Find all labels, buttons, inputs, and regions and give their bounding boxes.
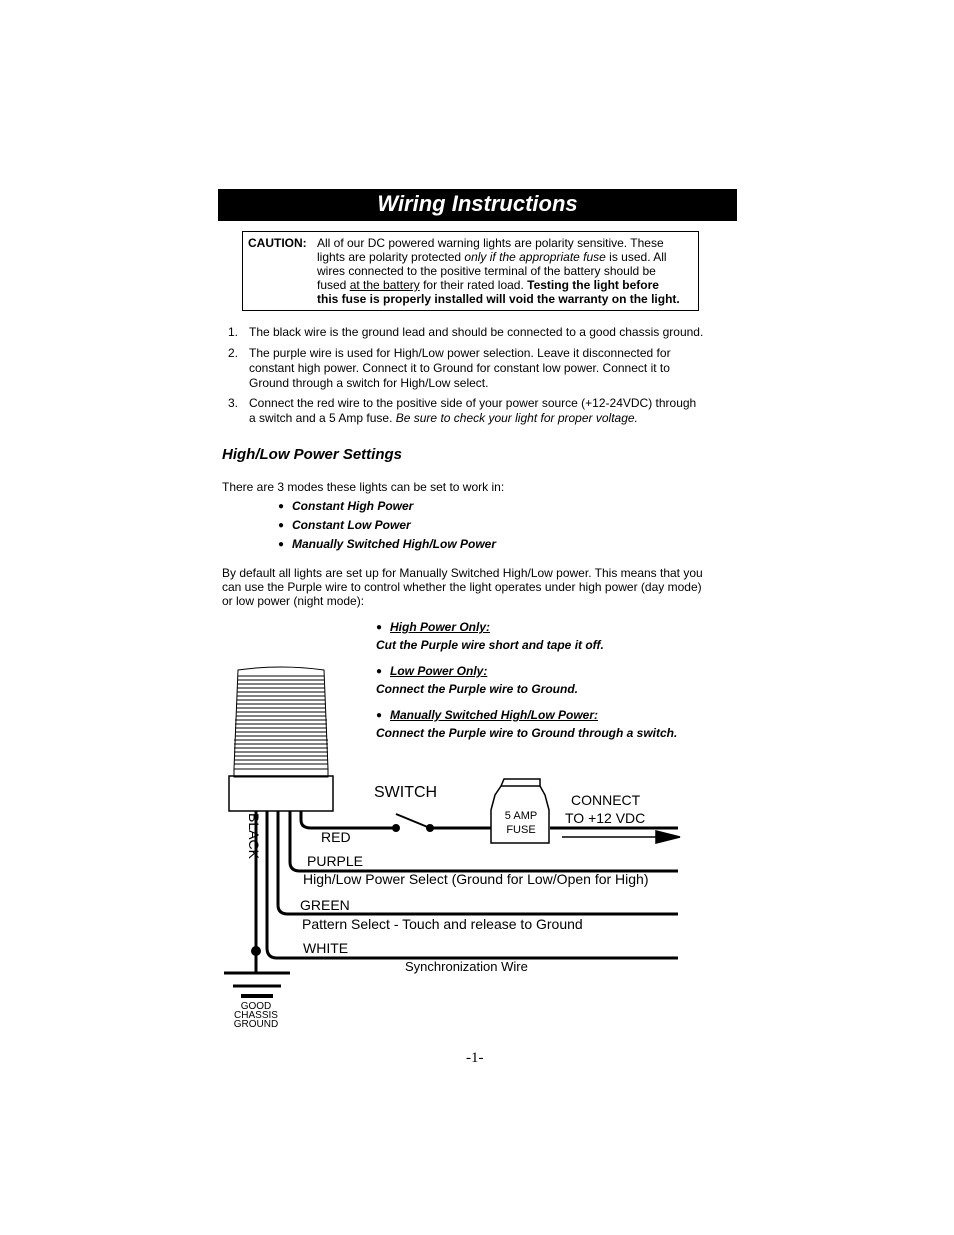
step-number: 1. <box>228 325 239 339</box>
caution-line: this fuse is properly installed will void the warranty on the light. <box>317 292 680 306</box>
bullet-icon: ● <box>376 710 383 721</box>
mode-item: Constant High Power <box>292 499 414 513</box>
step-number: 2. <box>228 346 239 360</box>
option-title: Manually Switched High/Low Power: <box>390 708 599 722</box>
page-number: -1- <box>466 1050 484 1066</box>
option-text: Connect the Purple wire to Ground. <box>376 682 579 696</box>
connect-label: TO +12 VDC <box>565 810 646 826</box>
section-heading: High/Low Power Settings <box>222 446 403 463</box>
mode-item: Constant Low Power <box>292 518 411 532</box>
page-title: Wiring Instructions <box>377 191 578 216</box>
junction-dot-icon <box>251 946 261 956</box>
arrow-icon <box>562 831 680 843</box>
switch-icon <box>393 814 433 831</box>
purple-wire-label: PURPLE <box>307 853 364 869</box>
caution-label: CAUTION: <box>248 236 307 250</box>
step-number: 3. <box>228 396 239 410</box>
option-text: Connect the Purple wire to Ground through a switch. <box>376 726 678 740</box>
mode-item: Manually Switched High/Low Power <box>292 537 497 551</box>
option-title: Low Power Only: <box>390 664 488 678</box>
bullet-icon: ● <box>278 520 285 531</box>
beacon-light-icon <box>229 667 333 811</box>
bullet-icon: ● <box>278 501 285 512</box>
default-paragraph: By default all lights are set up for Manually Switched High/Low power. This means that you can use the Purple wire to control whether the light operates under high power (day mode) or low power (night mode): <box>222 566 703 608</box>
caution-line: fused at the battery for their rated load. Testing the light before <box>317 278 659 292</box>
step-text: The black wire is the ground lead and should be connected to a good chassis ground. <box>249 325 704 339</box>
caution-line: lights are polarity protected only if the appropriate fuse is used. All <box>317 250 667 264</box>
white-wire-description: Synchronization Wire <box>405 959 528 974</box>
white-wire-label: WHITE <box>303 940 349 956</box>
bullet-icon: ● <box>376 666 383 677</box>
ground-symbol-icon <box>224 973 290 996</box>
caution-line: wires connected to the positive terminal of the battery should be <box>317 264 656 278</box>
option-title: High Power Only: <box>390 620 491 634</box>
step-text: Connect the red wire to the positive side of your power source (+12-24VDC) through a switch and a 5 Amp fuse. Be sure to check your light for proper voltage. <box>249 396 697 425</box>
green-wire-description: Pattern Select - Touch and release to Ground <box>302 916 583 932</box>
fuse-label: 5 AMP FUSE <box>504 810 538 836</box>
bullet-icon: ● <box>376 622 383 633</box>
green-wire-label: GREEN <box>300 897 350 913</box>
ground-label: GOOD CHASSIS GROUND <box>233 1001 279 1030</box>
caution-line: All of our DC powered warning lights are polarity sensitive. These <box>317 236 664 250</box>
modes-intro: There are 3 modes these lights can be set to work in: <box>222 480 505 494</box>
red-wire-label: RED <box>321 829 351 845</box>
option-text: Cut the Purple wire short and tape it off. <box>376 638 604 652</box>
step-text: The purple wire is used for High/Low power selection. Leave it disconnected for constant high power. Connect it to Ground for constant low power. Connect it to Ground through a switch for High/Low select. <box>249 346 671 390</box>
purple-wire-description: High/Low Power Select (Ground for Low/Open for High) <box>303 871 649 887</box>
connect-label: CONNECT <box>571 792 641 808</box>
bullet-icon: ● <box>278 539 285 550</box>
switch-label: SWITCH <box>374 784 438 801</box>
